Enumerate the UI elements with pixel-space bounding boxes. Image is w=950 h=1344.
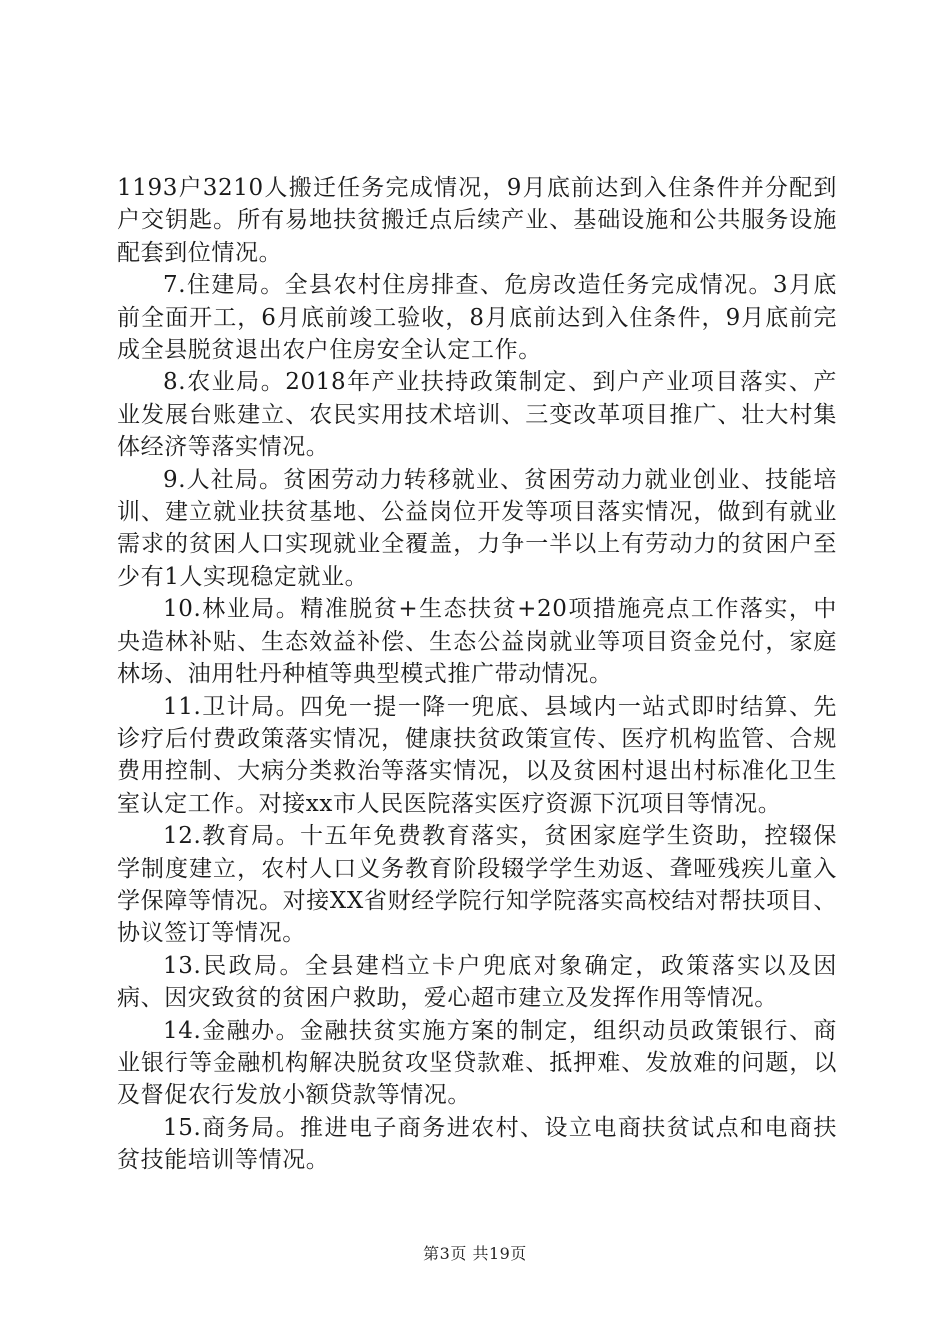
paragraph-finance-office: 14.金融办。金融扶贫实施方案的制定，组织动员政策银行、商业银行等金融机构解决脱贫攻坚贷款难、抵押难、发放难的问题，以及督促农行发放小额贷款等情况。 xyxy=(117,1017,837,1109)
paragraph-agriculture-bureau: 8.农业局。2018年产业扶持政策制定、到户产业项目落实、产业发展台账建立、农民实用技术培训、三变改革项目推广、壮大村集体经济等落实情况。 xyxy=(117,369,837,461)
paragraph-health-bureau: 11.卫计局。四免一提一降一兜底、县域内一站式即时结算、先诊疗后付费政策落实情况，健康扶贫政策宣传、医疗机构监管、合规费用控制、大病分类救治等落实情况，以及贫困村退出村标准化卫生室认定工作。对接xx市人民医院落实医疗资源下沉项目等情况。 xyxy=(117,693,837,817)
paragraph-commerce-bureau: 15.商务局。推进电子商务进农村、设立电商扶贫试点和电商扶贫技能培训等情况。 xyxy=(117,1114,837,1174)
paragraph-civil-affairs-bureau: 13.民政局。全县建档立卡户兜底对象确定，政策落实以及因病、因灾致贫的贫困户救助，爱心超市建立及发挥作用等情况。 xyxy=(117,952,837,1012)
document-body xyxy=(117,172,837,1177)
paragraph-forestry-bureau: 10.林业局。精准脱贫+生态扶贫+20项措施亮点工作落实，中央造林补贴、生态效益补偿、生态公益岗就业等项目资金兑付，家庭林场、油用牡丹种植等典型模式推广带动情况。 xyxy=(117,596,837,688)
paragraph-education-bureau: 12.教育局。十五年免费教育落实，贫困家庭学生资助，控辍保学制度建立，农村人口义务教育阶段辍学学生劝返、聋哑残疾儿童入学保障等情况。对接XX省财经学院行知学院落实高校结对帮扶项目、协议签订等情况。 xyxy=(117,823,837,947)
paragraph-human-resources-bureau: 9.人社局。贫困劳动力转移就业、贫困劳动力就业创业、技能培训、建立就业扶贫基地、公益岗位开发等项目落实情况，做到有就业需求的贫困人口实现就业全覆盖，力争一半以上有劳动力的贫困户至少有1人实现稳定就业。 xyxy=(117,466,837,590)
page-number-footer: 第3页 共19页 xyxy=(423,1244,527,1263)
paragraph-housing-bureau: 7.住建局。全县农村住房排查、危房改造任务完成情况。3月底前全面开工，6月底前竣工验收，8月底前达到入住条件，9月底前完成全县脱贫退出农户住房安全认定工作。 xyxy=(117,272,837,364)
paragraph-relocation-summary: 1193户3210人搬迁任务完成情况，9月底前达到入住条件并分配到户交钥匙。所有易地扶贫搬迁点后续产业、基础设施和公共服务设施配套到位情况。 xyxy=(117,175,837,266)
